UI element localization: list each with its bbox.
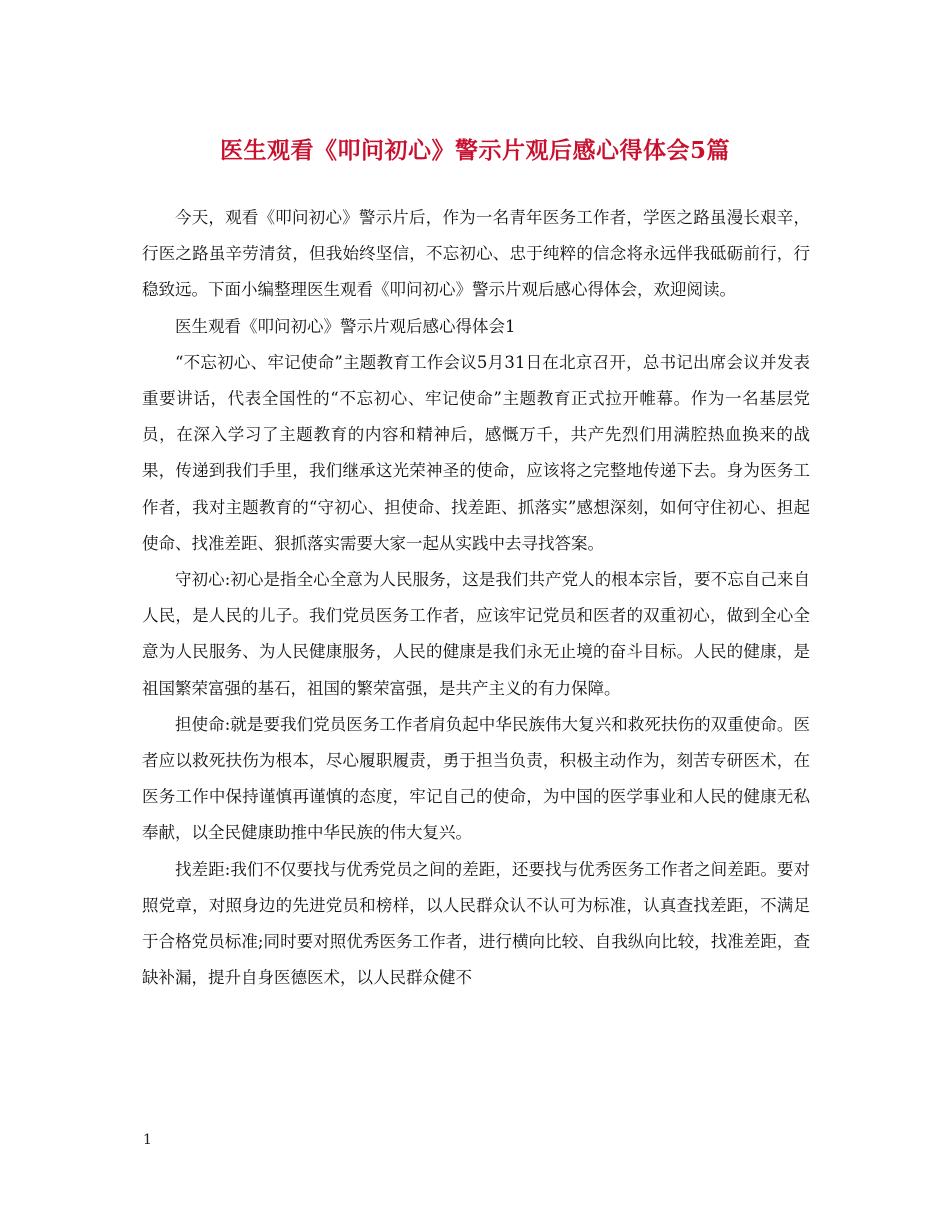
page-number: 1 xyxy=(143,1132,152,1148)
document-title: 医生观看《叩问初心》警示片观后感心得体会5篇 xyxy=(219,137,730,164)
body-paragraph: “不忘初心、牢记使命”主题教育工作会议5月31日在北京召开，总书记出席会议并发表重要讲话，代表全国性的“不忘初心、牢记使命”主题教育正式拉开帷幕。作为一名基层党员，在深入学习了主题教育的内容和精神后，感慨万千，共产先烈们用满腔热血换来的战果，传递到我们手里，我们继承这光荣神圣的使命，应该将之完整地传递下去。身为医务工作者，我对主题教育的“守初心、担使命、找差距、抓落实”感想深刻，如何守住初心、担起使命、找准差距、狠抓落实需要大家一起从实践中去寻找答案。 xyxy=(142,352,810,553)
body-paragraph: 担使命:就是要我们党员医务工作者肩负起中华民族伟大复兴和救死扶伤的双重使命。医者应以救死扶伤为根本，尽心履职履责，勇于担当负责，积极主动作为，刻苦专研医术，在医务工作中保持谨慎再谨慎的态度，牢记自己的使命，为中国的医学事业和人民的健康无私奉献，以全民健康助推中华民族的伟大复兴。 xyxy=(142,714,810,843)
section-heading: 医生观看《叩问初心》警示片观后感心得体会1 xyxy=(175,316,516,336)
document-body xyxy=(142,200,810,996)
body-paragraph: 守初心:初心是指全心全意为人民服务，这是我们共产党人的根本宗旨，要不忘自己来自人民，是人民的儿子。我们党员医务工作者，应该牢记党员和医者的双重初心，做到全心全意为人民服务、为人民健康服务，人民的健康是我们永无止境的奋斗目标。人民的健康，是祖国繁荣富强的基石，祖国的繁荣富强，是共产主义的有力保障。 xyxy=(142,570,810,698)
body-paragraph: 找差距:我们不仅要找与优秀党员之间的差距，还要找与优秀医务工作者之间差距。要对照党章，对照身边的先进党员和榜样，以人民群众认不认可为标准，认真查找差距，不满足于合格党员标准;同时要对照优秀医务工作者，进行横向比较、自我纵向比较，找准差距，查缺补漏，提升自身医德医术，以人民群众健不 xyxy=(142,859,810,988)
intro-paragraph: 今天，观看《叩问初心》警示片后，作为一名青年医务工作者，学医之路虽漫长艰辛，行医之路虽辛劳清贫，但我始终坚信，不忘初心、忠于纯粹的信念将永远伴我砥砺前行，行稳致远。下面小编整理医生观看《叩问初心》警示片观后感心得体会，欢迎阅读。 xyxy=(142,208,810,300)
